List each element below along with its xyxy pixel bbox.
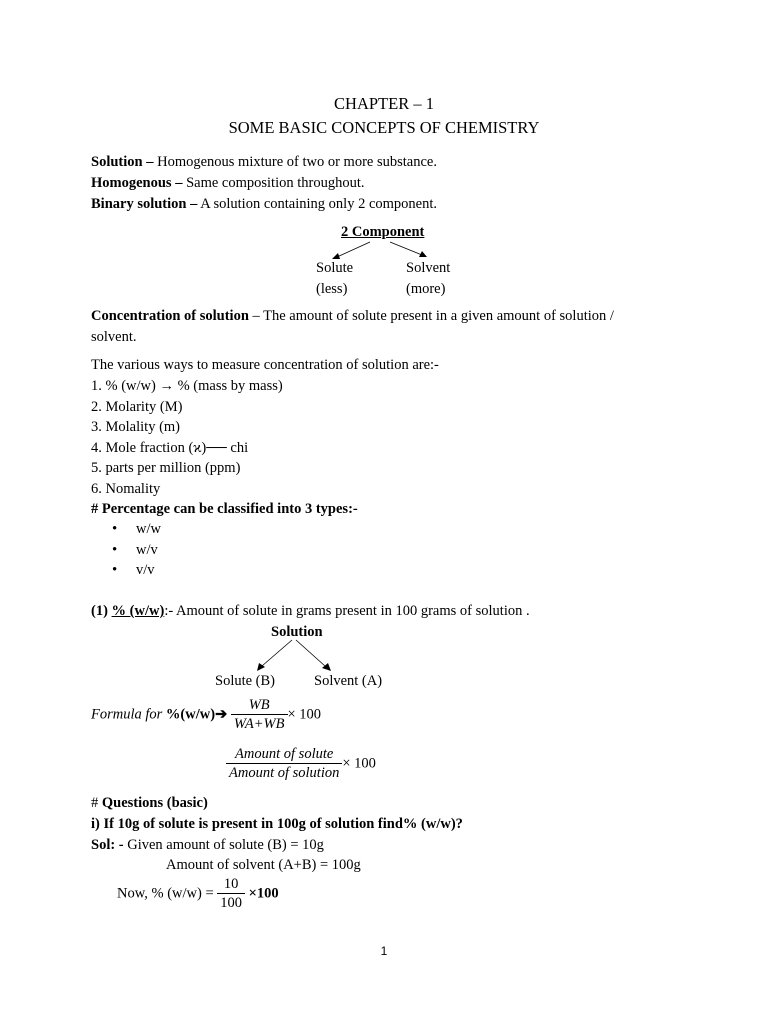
diagram-solvent-label: Solvent bbox=[406, 260, 451, 276]
right-arrow-icon: ➔ bbox=[215, 706, 228, 723]
arrow-to-solvent-a bbox=[296, 640, 325, 666]
ways-item: 2. Molarity (M) bbox=[91, 399, 183, 415]
formula-ww bbox=[91, 697, 321, 733]
solution-diagram-heading: Solution bbox=[271, 624, 323, 640]
solution-diagram-arrows bbox=[240, 636, 360, 674]
formula-multiplier: × 100 bbox=[342, 755, 376, 772]
percentage-heading: # Percentage can be classified into 3 types:- bbox=[91, 501, 358, 517]
section-label: % (w/w) bbox=[111, 603, 165, 619]
ways-item: 4. Mole fraction (ϰ)── chi bbox=[91, 440, 249, 456]
calculation-denominator: 100 bbox=[220, 895, 243, 911]
formula-label: %(w/w) bbox=[165, 706, 216, 723]
concentration-text-continued: solvent. bbox=[91, 329, 137, 345]
formula-prefix: Formula for bbox=[91, 706, 166, 723]
definition-text: Same composition throughout. bbox=[186, 175, 365, 191]
definition-text: Homogenous mixture of two or more substance. bbox=[157, 154, 437, 170]
solution-calculation: Now, % (w/w) = $\frac{10}{100}$ ×100 bbox=[117, 876, 279, 911]
bullet-dot-icon: • bbox=[112, 542, 118, 558]
diagram-solvent-a-label: Solvent (A) bbox=[314, 673, 383, 689]
definition-term: Solution – bbox=[91, 154, 154, 170]
formula-fraction bbox=[226, 746, 342, 782]
arrow-to-solvent bbox=[390, 242, 422, 255]
arrow-to-solute bbox=[337, 242, 370, 257]
definition-term: Binary solution – bbox=[91, 196, 198, 212]
bullet-item: • w/w bbox=[112, 521, 161, 537]
diagram-solvent-note: (more) bbox=[406, 281, 446, 297]
page-number: 1 bbox=[380, 944, 388, 958]
concentration-text: – The amount of solute present in a given amount of solution / bbox=[248, 308, 614, 324]
component-diagram-heading: 2 Component bbox=[341, 224, 425, 240]
definition-homogenous bbox=[91, 175, 365, 192]
bullet-item: • v/v bbox=[112, 562, 155, 578]
solution-line-2: Amount of solvent (A+B) = 100g bbox=[166, 857, 361, 873]
ways-item: 1. % (w/w) → % (mass by mass) bbox=[91, 378, 283, 394]
arrow-to-solute-b bbox=[262, 640, 292, 666]
diagram-solute-b-label: Solute (B) bbox=[215, 673, 276, 689]
chapter-number: CHAPTER – 1 bbox=[334, 94, 434, 113]
solution-label: Sol: - bbox=[91, 837, 124, 853]
formula-denominator: WA+WB bbox=[233, 716, 285, 732]
bullet-item: • w/v bbox=[112, 542, 158, 558]
questions-heading: # Questions (basic) bbox=[91, 795, 208, 811]
formula-multiplier: × 100 bbox=[287, 706, 322, 723]
definition-binary-solution bbox=[91, 196, 437, 213]
section-text: :- Amount of solute in grams present in 100 grams of solution . bbox=[164, 603, 530, 619]
bullet-dot-icon: • bbox=[112, 521, 118, 537]
formula-numerator: WB bbox=[231, 697, 288, 715]
arrowhead-solute bbox=[332, 253, 340, 259]
formula-ww-words bbox=[226, 746, 376, 782]
definition-text: A solution containing only 2 component. bbox=[200, 196, 438, 212]
definition-solution bbox=[91, 154, 437, 171]
ways-item: 3. Molality (m) bbox=[91, 419, 181, 435]
concentration-definition bbox=[91, 308, 614, 325]
diagram-solute-note: (less) bbox=[316, 281, 348, 297]
calculation-numerator: 10 bbox=[217, 876, 245, 894]
concentration-term: Concentration of solution bbox=[91, 308, 249, 324]
question-1: i) If 10g of solute is present in 100g of solution find% (w/w)? bbox=[91, 816, 463, 832]
calculation-fraction bbox=[217, 876, 245, 912]
formula-numerator: Amount of solute bbox=[226, 746, 342, 764]
bullet-dot-icon: • bbox=[112, 562, 118, 578]
formula-denominator: Amount of solution bbox=[229, 765, 340, 781]
formula-fraction bbox=[231, 697, 288, 733]
calculation-multiplier: ×100 bbox=[248, 885, 279, 902]
component-diagram-arrows bbox=[300, 238, 460, 262]
diagram-solute-label: Solute bbox=[316, 260, 354, 276]
page-title: SOME BASIC CONCEPTS OF CHEMISTRY bbox=[228, 118, 540, 137]
ways-item: 6. Nomality bbox=[91, 481, 161, 497]
section-number: (1) bbox=[91, 603, 108, 619]
ways-intro: The various ways to measure concentration of solution are:- bbox=[91, 357, 439, 373]
solution-line-1: Sol: - Given amount of solute (B) = 10g bbox=[91, 837, 324, 853]
section-ww-definition bbox=[91, 603, 530, 620]
definition-term: Homogenous – bbox=[91, 175, 183, 191]
ways-item: 5. parts per million (ppm) bbox=[91, 460, 241, 476]
